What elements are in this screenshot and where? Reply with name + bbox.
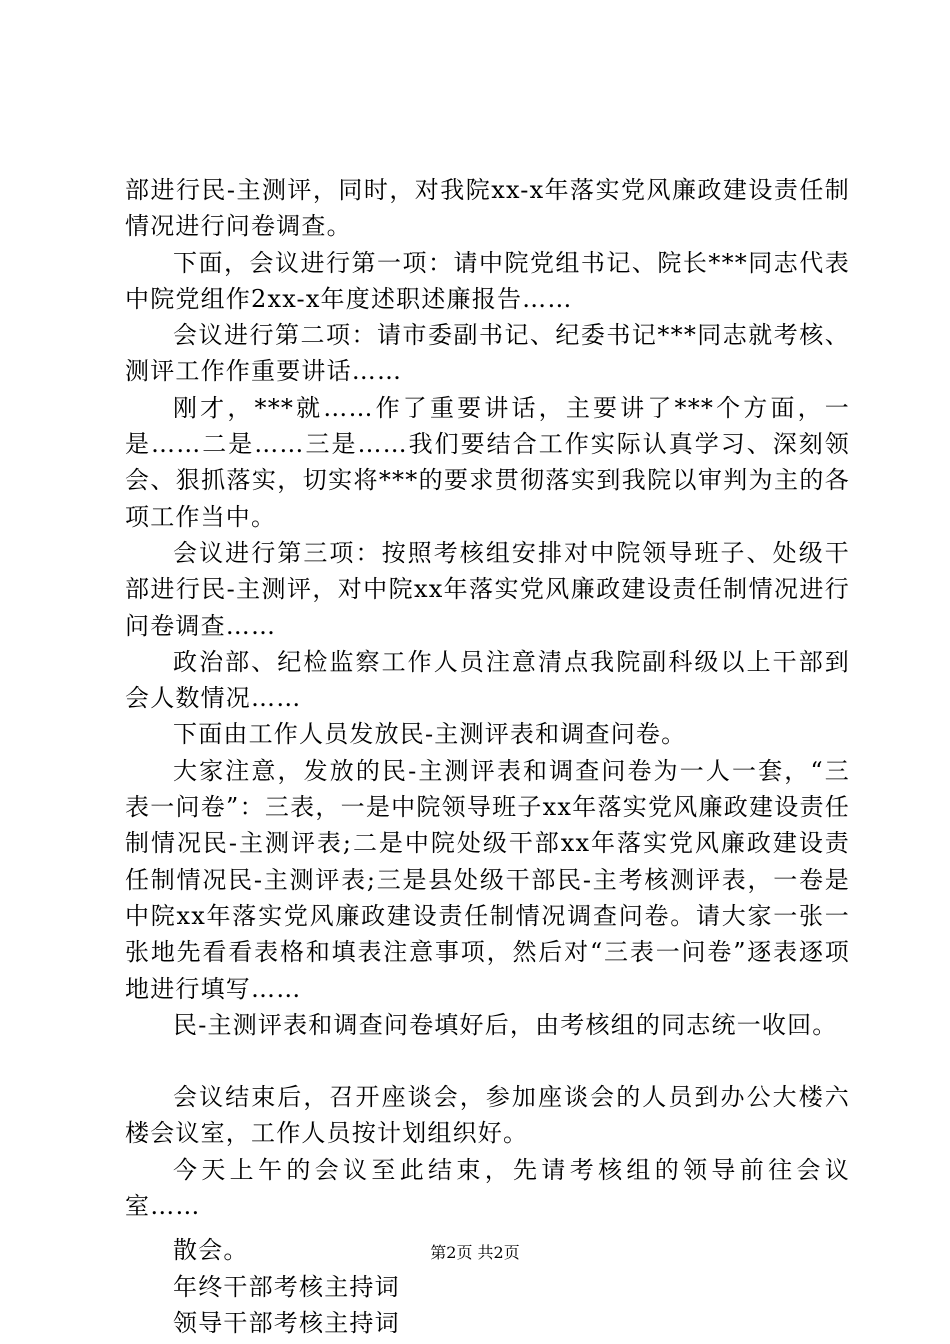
- paragraph-10: 会议结束后，召开座谈会，参加座谈会的人员到办公大楼六楼会议室，工作人员按计划组织好。: [125, 1083, 850, 1148]
- paragraph-6: 政治部、纪检监察工作人员注意清点我院副科级以上干部到会人数情况……: [125, 647, 850, 713]
- paragraph-12: 散会。: [173, 1236, 249, 1265]
- paragraph-11: 今天上午的会议至此结束，先请考核组的领导前往会议室……: [125, 1155, 850, 1221]
- paragraph-8: 大家注意，发放的民-主测评表和调查问卷为一人一套，“三表一问卷”：三表，一是中院领导班子xx年落实党风廉政建设责任制情况民-主测评表;二是中院处级干部xx年落实党风廉政建设责任制情况民-主测评表;三是县处级干部民-主考核测评表，一卷是中院xx年落实党风廉政建设责任制情况调查问卷。请大家一张一张地先看看表格和填表注意事项，然后对“三表一问卷”逐表逐项地进行填写……: [125, 756, 850, 1003]
- paragraph-3: 会议进行第二项：请市委副书记、纪委书记***同志就考核、测评工作作重要讲话……: [125, 321, 850, 386]
- paragraph-2: 下面，会议进行第一项：请中院党组书记、院长***同志代表中院党组作2xx-x年度述职述廉报告……: [125, 248, 850, 313]
- paragraph-4: 刚才，***就……作了重要讲话，主要讲了***个方面，一是……二是……三是……我们要结合工作实际认真学习、深刻领会、狠抓落实，切实将***的要求贯彻落实到我院以审判为主的各项工作当中。: [125, 393, 850, 531]
- related-title-2: 领导干部考核主持词: [173, 1308, 400, 1337]
- related-title-1: 年终干部考核主持词: [173, 1272, 400, 1301]
- paragraph-9: 民-主测评表和调查问卷填好后，由考核组的同志统一收回。: [173, 1010, 838, 1039]
- paragraph-5: 会议进行第三项：按照考核组安排对中院领导班子、处级干部进行民-主测评，对中院xx年落实党风廉政建设责任制情况进行问卷调查……: [125, 538, 850, 640]
- paragraph-1: 部进行民-主测评，同时，对我院xx-x年落实党风廉政建设责任制情况进行问卷调查。: [125, 176, 850, 241]
- page-number-footer: 第2页 共2页: [430, 1243, 520, 1262]
- paragraph-7: 下面由工作人员发放民-主测评表和调查问卷。: [173, 720, 687, 749]
- document-body: [125, 172, 850, 1341]
